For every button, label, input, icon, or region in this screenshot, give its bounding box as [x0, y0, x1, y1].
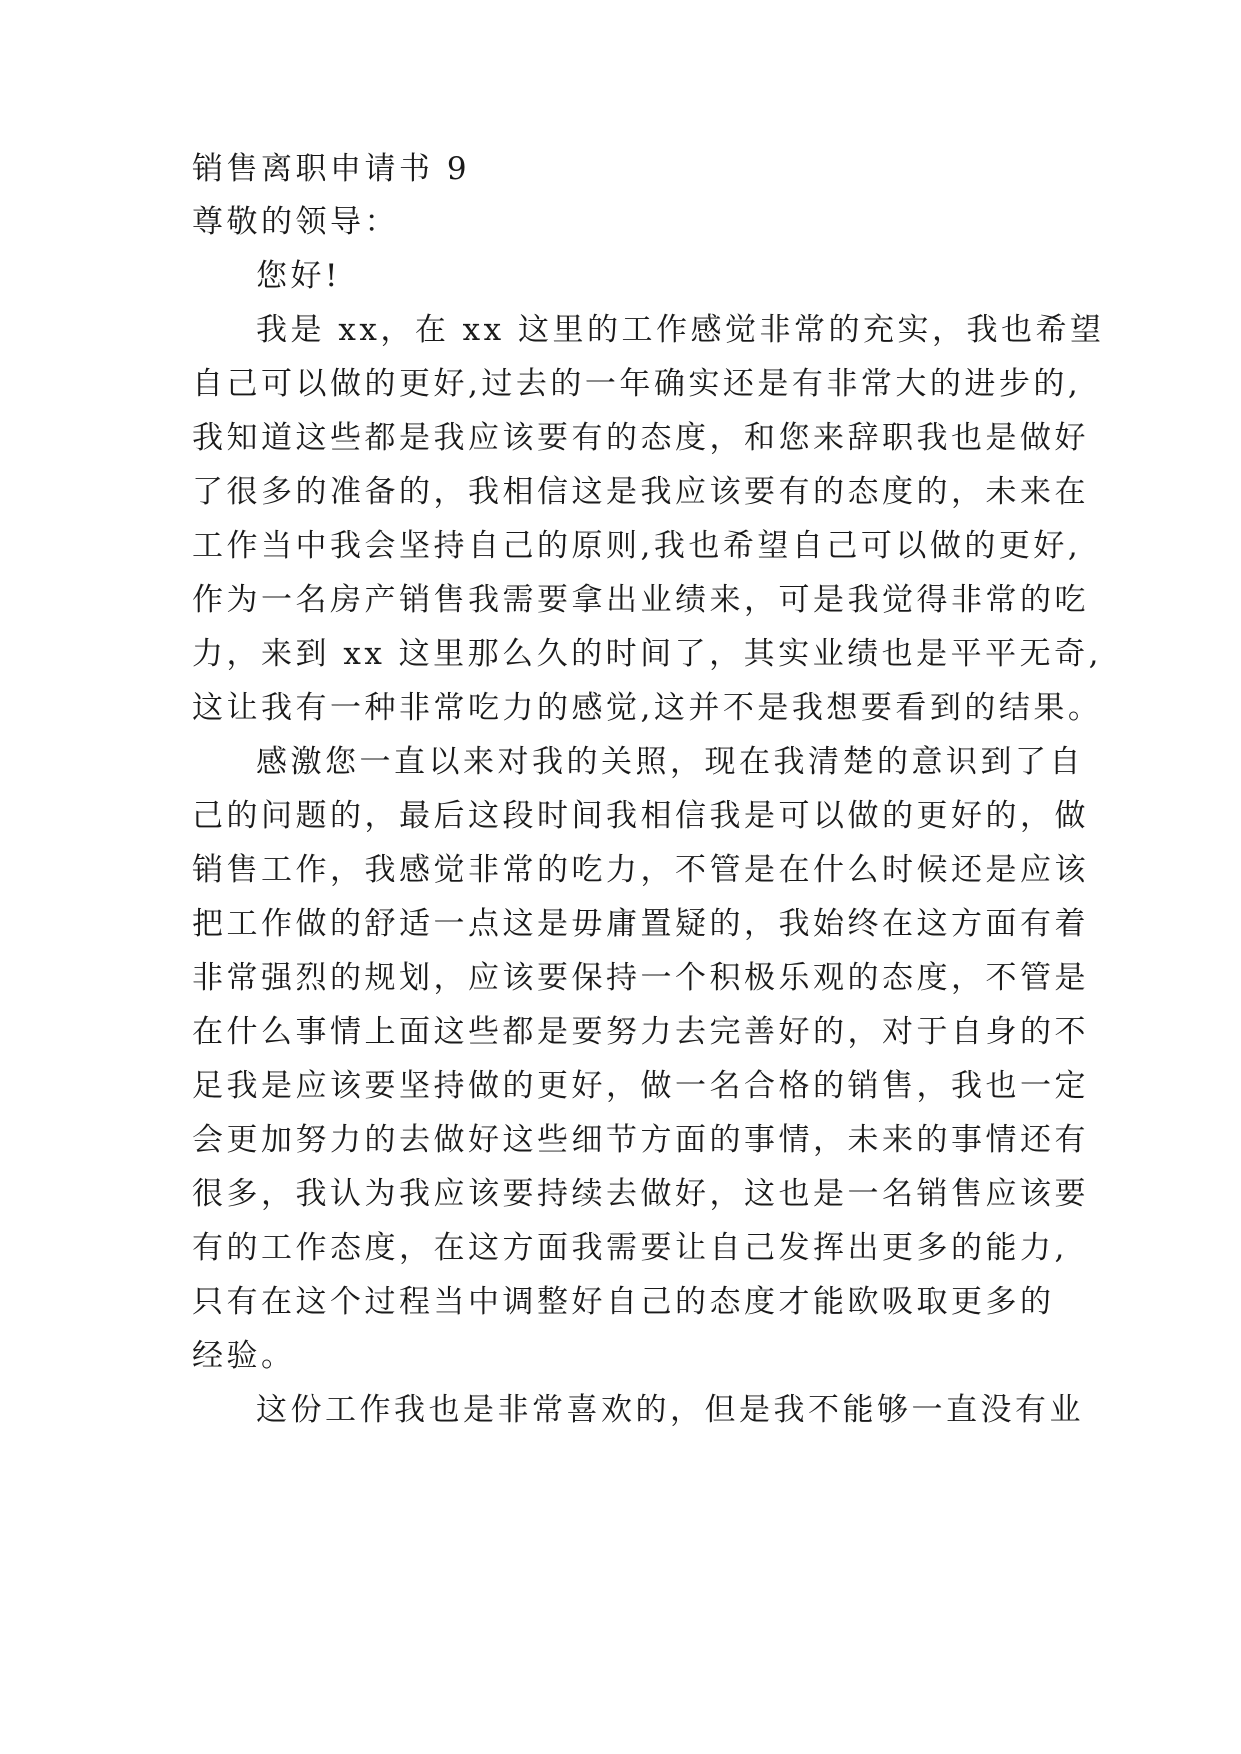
body-line: 力，来到 xx 这里那么久的时间了，其实业绩也是平平无奇, — [192, 636, 1103, 672]
body-line: 把工作做的舒适一点这是毋庸置疑的，我始终在这方面有着 — [192, 906, 1089, 942]
body-line: 自己可以做的更好,过去的一年确实还是有非常大的进步的, — [192, 366, 1082, 402]
body-line: 这份工作我也是非常喜欢的，但是我不能够一直没有业 — [256, 1392, 1084, 1428]
body-line: 这让我有一种非常吃力的感觉,这并不是我想要看到的结果。 — [192, 690, 1103, 726]
greeting: 您好! — [256, 258, 341, 294]
body-line: 作为一名房产销售我需要拿出业绩来，可是我觉得非常的吃 — [192, 582, 1089, 618]
body-line: 有的工作态度，在这方面我需要让自己发挥出更多的能力, — [192, 1230, 1068, 1266]
body-line: 感激您一直以来对我的关照，现在我清楚的意识到了自 — [256, 744, 1084, 780]
body-line: 我知道这些都是我应该要有的态度，和您来辞职我也是做好 — [192, 420, 1089, 456]
body-line: 会更加努力的去做好这些细节方面的事情，未来的事情还有 — [192, 1122, 1089, 1158]
salutation: 尊敬的领导： — [192, 204, 399, 240]
body-line: 销售工作，我感觉非常的吃力，不管是在什么时候还是应该 — [192, 852, 1089, 888]
body-line: 足我是应该要坚持做的更好，做一名合格的销售，我也一定 — [192, 1068, 1089, 1104]
body-line: 经验。 — [192, 1338, 296, 1374]
body-line: 我是 xx，在 xx 这里的工作感觉非常的充实，我也希望 — [256, 312, 1105, 348]
body-line: 只有在这个过程当中调整好自己的态度才能欧吸取更多的 — [192, 1284, 1055, 1320]
body-line: 非常强烈的规划，应该要保持一个积极乐观的态度，不管是 — [192, 960, 1089, 996]
body-line: 了很多的准备的，我相信这是我应该要有的态度的，未来在 — [192, 474, 1089, 510]
document-title: 销售离职申请书 9 — [192, 151, 471, 187]
body-line: 很多，我认为我应该要持续去做好，这也是一名销售应该要 — [192, 1176, 1089, 1212]
body-line: 在什么事情上面这些都是要努力去完善好的，对于自身的不 — [192, 1014, 1089, 1050]
body-line: 己的问题的，最后这段时间我相信我是可以做的更好的，做 — [192, 798, 1089, 834]
body-line: 工作当中我会坚持自己的原则,我也希望自己可以做的更好, — [192, 528, 1082, 564]
